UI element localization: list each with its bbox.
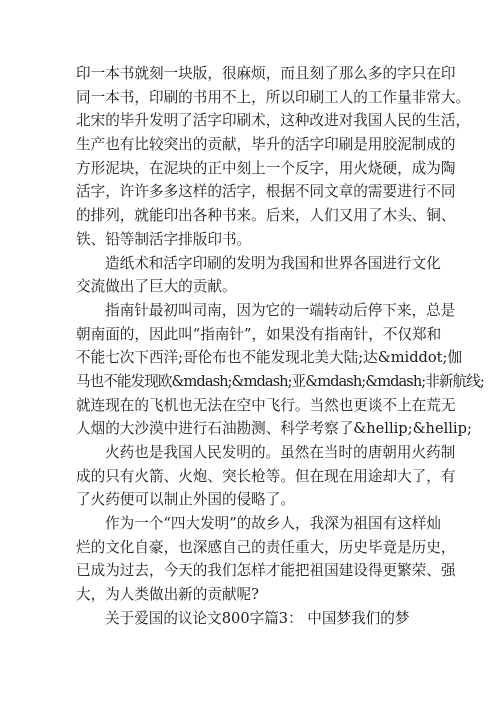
text-line: 关于爱国的议论文800字篇3： 中国梦我们的梦: [105, 609, 410, 627]
text-line: 方形泥块，在泥块的正中刻上一个反字，用火烧硬，成为陶: [76, 159, 456, 177]
text-line: 北宋的毕升发明了活字印刷术，这种改进对我国人民的生活，: [76, 112, 471, 130]
document-body: [76, 62, 484, 631]
text-line: 印一本书就刻一块版，很麻烦，而且刻了那么多的字只在印: [76, 65, 456, 82]
text-line: 不能七次下西洋;哥伦布也不能发现北美大陆;达&middot;伽: [76, 349, 463, 367]
text-line: 铁、铅等制活字排版印书。: [76, 230, 252, 248]
text-line: 指南针最初叫司南，因为它的一端转动后停下来，总是: [105, 301, 456, 319]
text-line: 大，为人类做出新的贡献呢?: [76, 586, 259, 604]
text-line: 生产也有比较突出的贡献，毕升的活字印刷是用胶泥制成的: [76, 136, 456, 154]
text-line: 作为一个“四大发明”的故乡人，我深为祖国有这样灿: [105, 515, 441, 533]
text-line: 交流做出了巨大的贡献。: [76, 278, 237, 296]
text-line: 火药也是我国人民发明的。虽然在当时的唐朝用火药制: [105, 444, 456, 461]
text-line: 已成为过去，今天的我们怎样才能把祖国建设得更繁荣、强: [76, 562, 456, 580]
text-line: 活字，许许多多这样的活字，根据不同文章的需要进行不同: [76, 183, 456, 201]
text-line: 就连现在的飞机也无法在空中飞行。当然也更谈不上在荒无: [76, 396, 456, 414]
text-line: 成的只有火箭、火炮、突长枪等。但在现在用途却大了，有: [76, 467, 456, 485]
text-line: 的排列，就能印出各种书来。后来，人们又用了木头、铜、: [76, 207, 456, 225]
text-line: 烂的文化自豪，也深感自己的责任重大，历史毕竟是历史，: [76, 538, 456, 556]
text-line: 人烟的大沙漠中进行石油勘测、科学考察了&hellip;&hellip;: [76, 420, 472, 438]
text-line: 朝南面的，因此叫“指南针”，如果没有指南针，不仅郑和: [76, 325, 442, 343]
text-line: 同一本书，印刷的书用不上，所以印刷工人的工作量非常大。: [76, 88, 471, 106]
text-line: 马也不能发现欧&mdash;&mdash;亚&mdash;&mdash;非新航线;: [76, 372, 484, 390]
text-line: 了火药便可以制止外国的侵略了。: [76, 491, 295, 509]
text-line: 造纸术和活字印刷的发明为我国和世界各国进行文化: [105, 254, 441, 272]
